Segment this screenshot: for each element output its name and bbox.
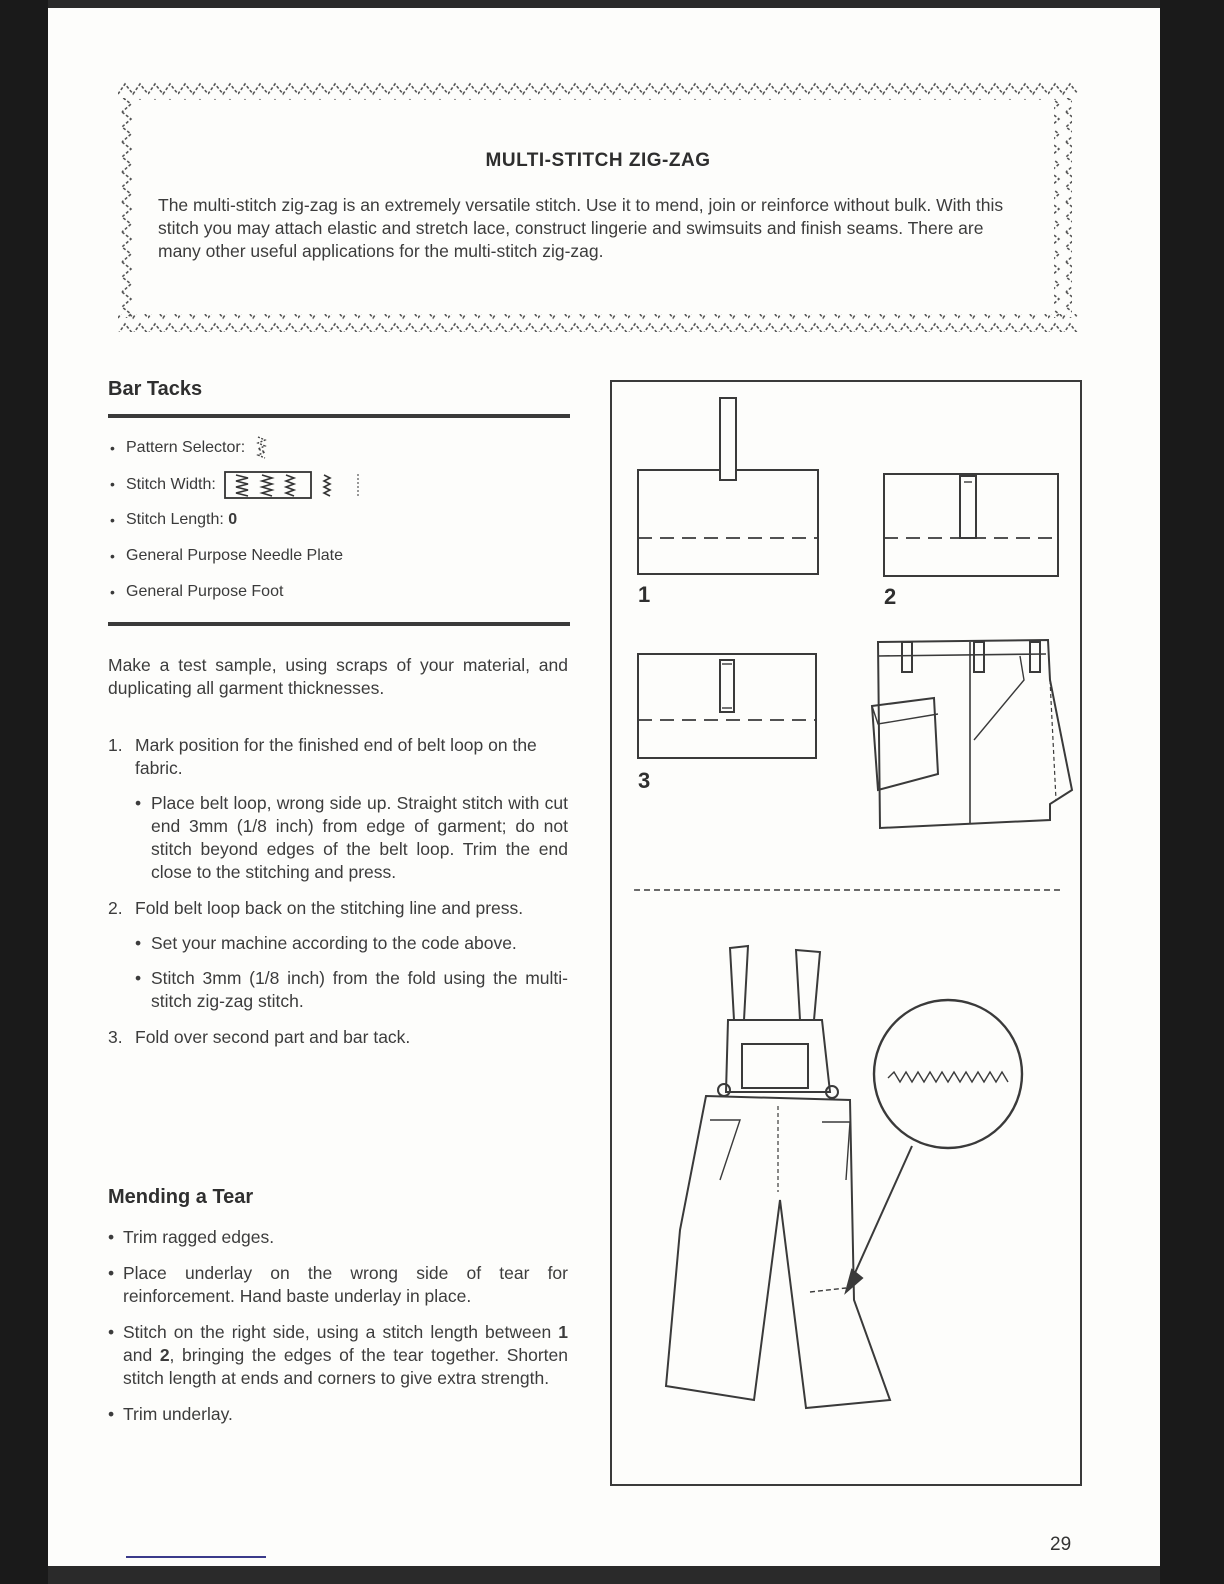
figure-label-1: 1 (638, 582, 651, 607)
page-number: 29 (1050, 1534, 1072, 1555)
mending-item: • Stitch on the right side, using a stitch length between 1 and 2, bringing the edges of the tear together. Shorten stitch length at ends and corners to give extra strength. (108, 1321, 568, 1390)
figure-1-belt-loop-placement (638, 398, 818, 574)
figure-label-2: 2 (884, 584, 897, 609)
divider-bottom (108, 622, 570, 626)
scan-edge-right (1160, 0, 1224, 1584)
setting-stitch-length: • Stitch Length: 0 (108, 506, 568, 542)
setting-pattern-selector: • Pattern Selector: (108, 434, 568, 470)
stitch-width-icon (224, 470, 364, 500)
step-3: 3. Fold over second part and bar tack. (108, 1027, 411, 1047)
test-sample-paragraph: Make a test sample, using scraps of your material, and duplicating all garment thicknesses. (108, 655, 568, 698)
scan-edge-left (0, 0, 48, 1584)
footer-rule (126, 1556, 266, 1558)
figure-3-bar-tack (638, 654, 816, 758)
step-2-detail: • Stitch 3mm (1/8 inch) from the fold using the multi-stitch zig-zag stitch. (135, 967, 568, 1013)
mending-list (108, 1226, 568, 1439)
setting-foot: • General Purpose Foot (108, 578, 568, 614)
scan-edge-bottom (48, 1566, 1160, 1584)
step-2: 2. Fold belt loop back on the stitching line and press. • Set your machine according to the code above. • Stitch 3mm (1/8 inch) from the fold using the multi-stitch zig-zag stitch. (108, 897, 568, 1013)
figure-2-loop-folded (884, 474, 1058, 576)
illustrations (610, 380, 1082, 1486)
magnified-stitch-detail (810, 1000, 1022, 1292)
section-title: MULTI-STITCH ZIG-ZAG (485, 150, 711, 171)
overalls-illustration (666, 946, 890, 1408)
step-1-detail: • Place belt loop, wrong side up. Straight stitch with cut end 3mm (1/8 inch) from edge of garment; do not stitch beyond edges of the belt loop. Trim the end close to the stitching and press. (135, 792, 568, 884)
step-1: 1. Mark position for the finished end of belt loop on the fabric. • Place belt loop, wrong side up. Straight stitch with cut end 3mm (1/8 inch) from edge of garment; do not stitch beyond edges of the belt loop. Trim the end close to the stitching and press. (108, 734, 568, 884)
settings-list (108, 434, 568, 614)
scan-edge-top (48, 0, 1160, 8)
setting-needle-plate: • General Purpose Needle Plate (108, 542, 568, 578)
bar-tacks-heading: Bar Tacks (108, 378, 203, 400)
mending-item: • Trim ragged edges. (108, 1226, 568, 1249)
intro-paragraph: The multi-stitch zig-zag is an extremely versatile stitch. Use it to mend, join or reinforce without bulk. With this stitch you may attach elastic and stretch lace, construct lingerie and swimsuits and finish seams. There are many other useful applications for the multi-stitch zig-zag. (158, 195, 1004, 261)
bar-tack-steps (108, 734, 568, 1062)
trousers-back-illustration (872, 640, 1072, 828)
stitch-length-value: 0 (228, 511, 238, 528)
mending-item: • Place underlay on the wrong side of tear for reinforcement. Hand baste underlay in place. (108, 1262, 568, 1308)
mending-item: • Trim underlay. (108, 1403, 568, 1426)
step-2-detail: • Set your machine according to the code above. (135, 932, 568, 955)
divider-top (108, 414, 570, 418)
multi-stitch-zigzag-icon (254, 435, 270, 461)
figure-label-3: 3 (638, 768, 651, 793)
mending-heading: Mending a Tear (108, 1186, 254, 1208)
setting-stitch-width: • Stitch Width: (108, 470, 568, 506)
